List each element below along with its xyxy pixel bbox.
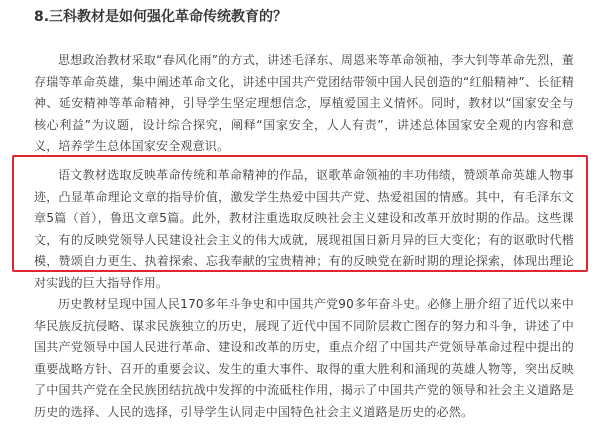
section-heading: 8.三科教材是如何强化革命传统教育的？ (34, 9, 288, 25)
paragraph-chinese: 语文教材选取反映革命传统和革命精神的作品，讴歌革命领袖的丰功伟绩，赞颂革命英雄人物事迹，凸显革命理论文章的指导价值，激发学生热爱中国共产党、热爱祖国的情感。其中，有毛泽东文章5篇（首），鲁迅文章5篇。此外，教材注重选取反映社会主义建设和改革开放时期的作品。这些课文，有的反映党领导人民建设社会主义的伟大成就，展现祖国日新月异的巨大变化；有的讴歌时代楷模，赞颂自力更生、执着探索、忘我奉献的宝贵精神；有的反映党在新时期的理论探索，体现出理论对实践的巨大指导作用。 (34, 168, 574, 290)
paragraph-history: 历史教材呈现中国人民170多年斗争史和中国共产党90多年奋斗史。必修上册介绍了近代以来中华民族反抗侵略、谋求民族独立的历史，展现了近代中国不同阶层救亡图存的努力和斗争，讲述了中国共产党领导中国人民进行革命、建设和改革的历史，重点介绍了中国共产党领导革命过程中提出的重要战略方针、召开的重要会议、发生的重大事件、取得的重大胜利和涌现的英雄人物等，突出反映了中国共产党在全民族团结抗战中发挥的中流砥柱作用，揭示了中国共产党的领导和社会主义道路是历史的选择、人民的选择，引导学生认同走中国特色社会主义道路是历史的必然。 (34, 297, 574, 419)
paragraph-politics: 思想政治教材采取“春风化雨”的方式，讲述毛泽东、周恩来等革命领袖，李大钊等革命先烈，董存瑞等革命英雄，集中阐述革命文化，讲述中国共产党团结带领中国人民创造的“红船精神”、长征精神、延安精神等革命精神，引导学生坚定理想信念，厚植爱国主义情怀。同时，教材以“国家安全与核心利益”为议题，设计综合探究，阐释“国家安全，人人有责”，讲述总体国家安全观的内容和意义，培养学生总体国家安全观意识。 (34, 53, 574, 153)
